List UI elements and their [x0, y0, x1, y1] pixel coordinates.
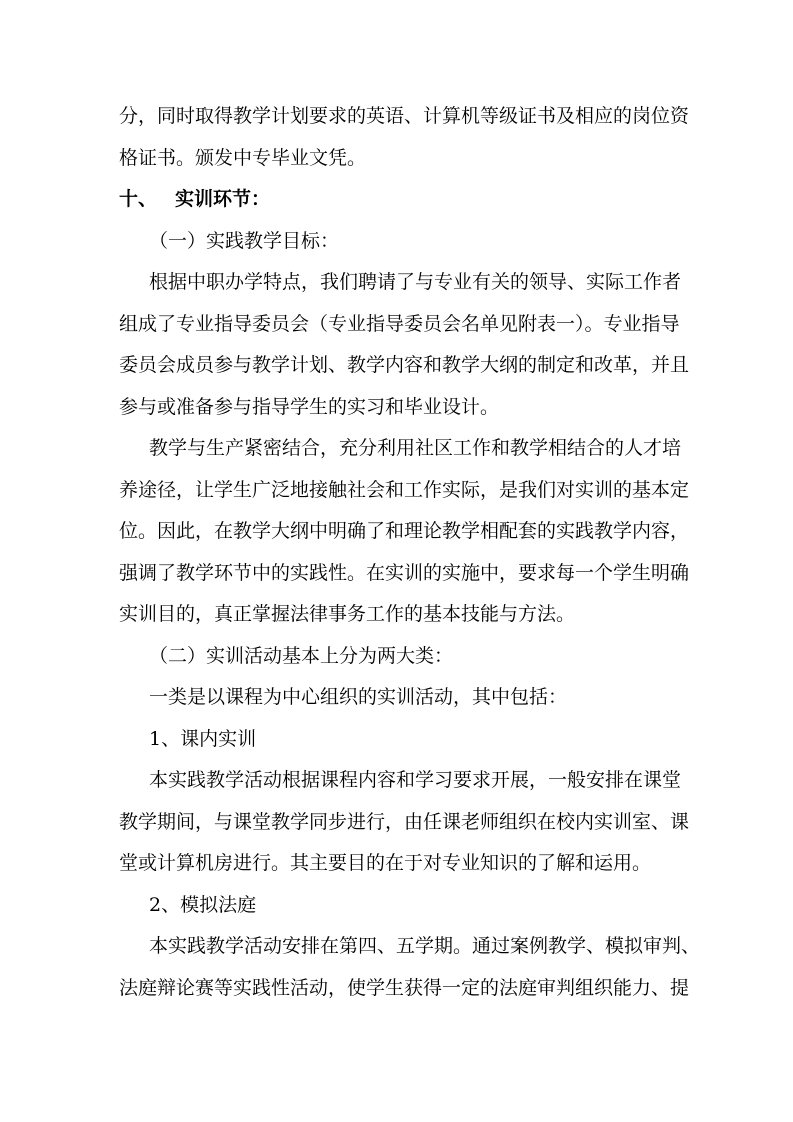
text-line: 教学期间，与课堂教学同步进行，由任课老师组织在校内实训室、课: [119, 810, 690, 833]
section-heading: [119, 179, 679, 221]
text-line: 参与或准备参与指导学生的实习和毕业设计。: [119, 395, 500, 418]
text-line: 本实践教学活动安排在第四、五学期。通过案例教学、模拟审判、: [149, 935, 701, 957]
section-title: 实训环节：: [175, 188, 271, 210]
section-number: 十、: [119, 188, 158, 210]
text-line: 教学与生产紧密结合，充分利用社区工作和教学相结合的人才培: [149, 437, 682, 459]
text-line: 2、模拟法庭: [149, 893, 257, 916]
text-line: 1、课内实训: [149, 727, 257, 750]
text-line: （一）实践教学目标：: [149, 229, 340, 252]
text-line: 一类是以课程为中心组织的实训活动，其中包括：: [149, 686, 568, 708]
text-line: 格证书。颁发中专毕业文凭。: [119, 146, 367, 169]
text-line: 法庭辩论赛等实践性活动，使学生获得一定的法庭审判组织能力、提: [119, 976, 690, 999]
text-line: （二）实训活动基本上分为两大类：: [149, 644, 454, 667]
text-line: 养途径，让学生广泛地接触社会和工作实际，是我们对实训的基本定: [119, 478, 690, 501]
text-line: 本实践教学活动根据课程内容和学习要求开展，一般安排在课堂: [149, 769, 682, 791]
section-body: [119, 221, 701, 1010]
text-line: 分，同时取得教学计划要求的英语、计算机等级证书及相应的岗位资: [119, 105, 690, 127]
text-line: 堂或计算机房进行。其主要目的在于对专业知识的了解和运用。: [119, 852, 652, 874]
document-body: [119, 96, 701, 1009]
text-line: 强调了教学环节中的实践性。在实训的实施中，要求每一个学生明确: [119, 561, 690, 584]
text-line: 委员会成员参与教学计划、教学内容和教学大纲的制定和改革，并且: [119, 354, 690, 376]
text-line: 实训目的，真正掌握法律事务工作的基本技能与方法。: [119, 603, 576, 625]
text-line: 根据中职办学特点，我们聘请了与专业有关的领导、实际工作者: [149, 271, 682, 293]
text-line: 组成了专业指导委员会（专业指导委员会名单见附表一）。专业指导: [119, 312, 680, 335]
text-line: 位。因此，在教学大纲中明确了和理论教学相配套的实践教学内容，: [119, 520, 690, 542]
